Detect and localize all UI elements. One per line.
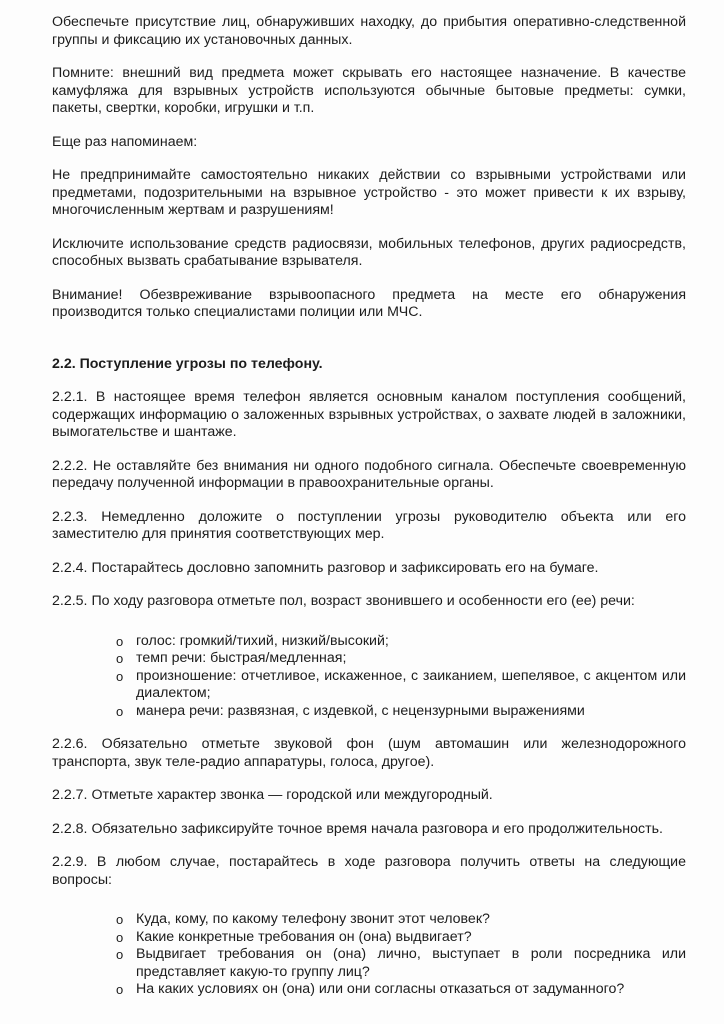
paragraph-attention: Внимание! Обезвреживание взрывоопасного предмета на месте его обнаружения производится только специалистами полиции или МЧС. — [52, 286, 686, 320]
questions-list — [52, 911, 686, 999]
list-item: o манера речи: развязная, с издевкой, с нецензурными выражениями — [116, 702, 585, 719]
bullet-icon: o — [116, 947, 124, 962]
list-item: o Выдвигает требования он (она) лично, выступает в роли посредника или представляет какую-то группу лиц? — [116, 946, 686, 980]
item-2-2-5: 2.2.5. По ходу разговора отметьте пол, возраст звонившего и особенности его (ее) речи: — [52, 593, 635, 609]
paragraph-no-actions: Не предпринимайте самостоятельно никаких действии со взрывными устройствами или предметами, подозрительными на взрывное устройство - это может привести к их взрыву, многочисленным жертвам и разрушениям! — [52, 167, 686, 218]
bullet-icon: o — [116, 982, 124, 997]
bullet-icon: o — [116, 929, 124, 945]
bullet-icon: o — [116, 651, 124, 666]
paragraph-radio: Исключите использование средств радиосвязи, мобильных телефонов, других радиосредств, способных вызвать срабатывание взрывателя. — [52, 235, 686, 269]
list-item: o Какие конкретные требования он (она) выдвигает? — [116, 928, 472, 945]
bullet-icon: o — [116, 912, 124, 927]
list-item: o голос: громкий/тихий, низкий/высокий; — [116, 632, 389, 649]
paragraph-camouflage: Помните: внешний вид предмета может скрывать его настоящее назначение. В качестве камуфляжа для взрывных устройств используются обычные бытовые предметы: сумки, пакеты, свертки, коробки, игрушки и т.п. — [52, 65, 686, 116]
paragraph-witnesses: Обеспечьте присутствие лиц, обнаруживших находку, до прибытия оперативно-следственной группы и фиксацию их установочных данных. — [52, 14, 686, 48]
bullet-icon: o — [116, 703, 124, 719]
item-2-2-4: 2.2.4. Постарайтесь дословно запомнить разговор и зафиксировать его на бумаге. — [52, 559, 599, 576]
section-heading: 2.2. Поступление угрозы по телефону. — [52, 355, 323, 372]
speech-features-list — [52, 633, 686, 721]
paragraph-reminder: Еще раз напоминаем: — [52, 133, 198, 150]
item-2-2-2: 2.2.2. Не оставляйте без внимания ни одного подобного сигнала. Обеспечьте своевременную передачу полученной информации в правоохранительные органы. — [52, 457, 686, 491]
bullet-icon: o — [116, 668, 124, 684]
item-2-2-9: 2.2.9. В любом случае, постарайтесь в ходе разговора получить ответы на следующие вопросы: — [52, 854, 686, 888]
list-item: o Куда, кому, по какому телефону звонит этот человек? — [116, 911, 490, 927]
list-item: o темп речи: быстрая/медленная; — [116, 650, 347, 666]
list-item: o произношение: отчетливое, искаженное, с заиканием, шепелявое, с акцентом или диалектом; — [116, 667, 686, 701]
list-item: o На каких условиях он (она) или они согласны отказаться от задуманного? — [116, 981, 625, 997]
item-2-2-1: 2.2.1. В настоящее время телефон является основным каналом поступления сообщений, содержащих информацию о заложенных взрывных устройствах, о захвате людей в заложники, вымогательстве и шантаже. — [52, 389, 686, 440]
item-2-2-6: 2.2.6. Обязательно отметьте звуковой фон (шум автомашин или железнодорожного транспорта, звук теле-радио аппаратуры, голоса, другое). — [52, 736, 686, 770]
bullet-icon: o — [116, 633, 124, 649]
item-2-2-8: 2.2.8. Обязательно зафиксируйте точное время начала разговора и его продолжительность. — [52, 820, 663, 837]
item-2-2-3: 2.2.3. Немедленно доложите о поступлении угрозы руководителю объекта или его заместителю для принятия соответствующих мер. — [52, 508, 686, 542]
item-2-2-7: 2.2.7. Отметьте характер звонка — городской или междугородный. — [52, 787, 493, 803]
